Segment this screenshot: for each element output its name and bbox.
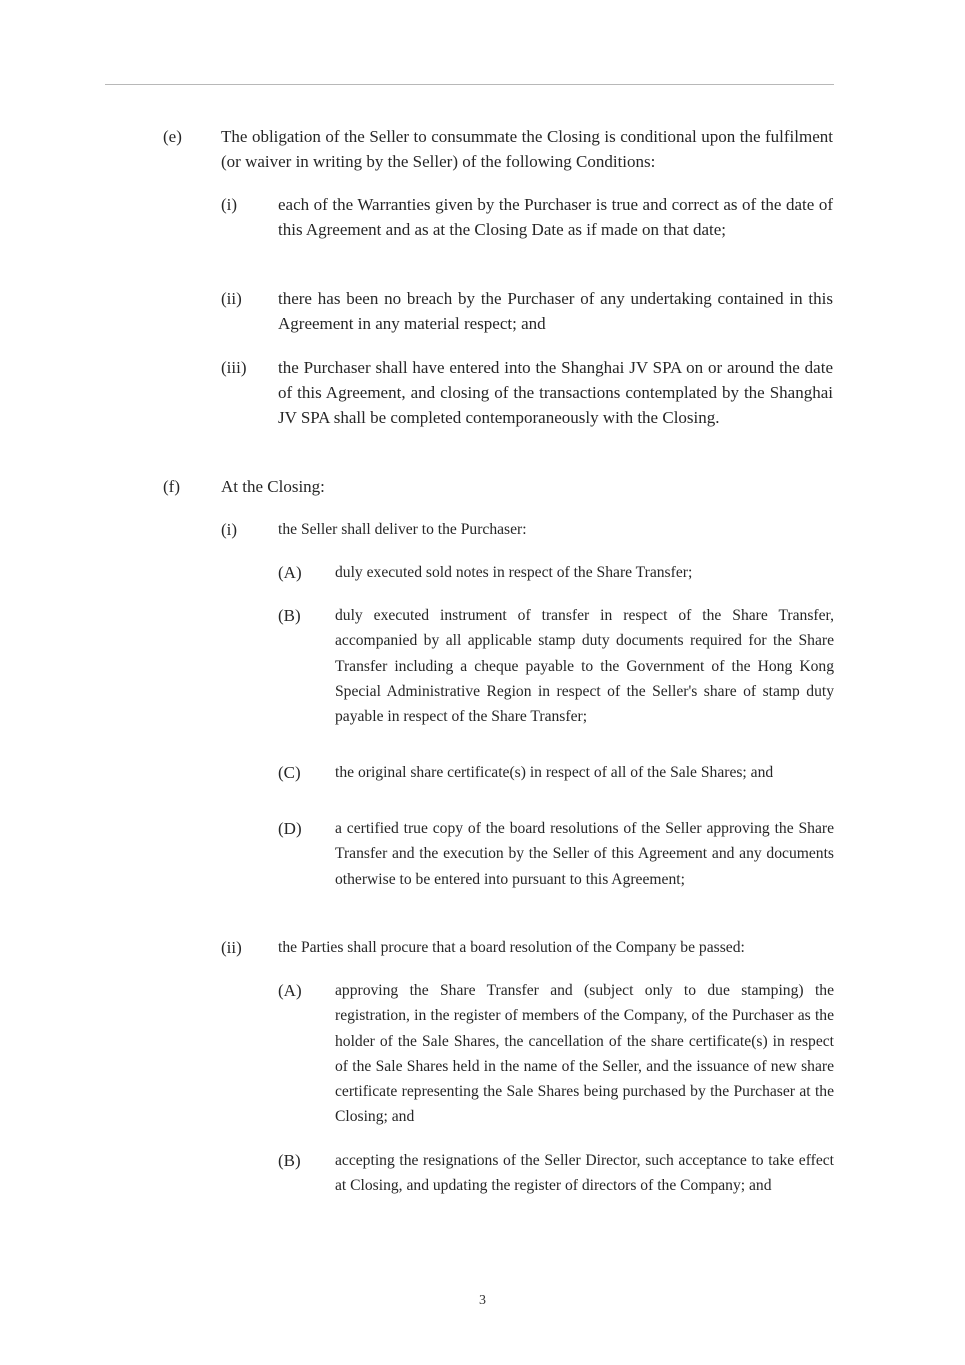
item-label: (ii) — [221, 289, 242, 308]
item-text: there has been no breach by the Purchaser of any undertaking contained in this Agreement in any material respect; and — [278, 289, 833, 333]
item-label: (ii) — [221, 938, 242, 957]
clause-label: (f) — [163, 477, 180, 496]
header-rule — [105, 84, 834, 85]
item-label: (iii) — [221, 358, 247, 377]
subitem-label: (A) — [278, 563, 302, 582]
item-text: the Parties shall procure that a board resolution of the Company be passed: — [278, 939, 745, 956]
subitem-text: duly executed sold notes in respect of the Share Transfer; — [335, 564, 693, 581]
subitem-label: (B) — [278, 1151, 301, 1170]
item-label: (i) — [221, 195, 238, 214]
subitem-label: (B) — [278, 606, 301, 625]
clause-label: (e) — [163, 127, 182, 146]
clause-text: The obligation of the Seller to consummate the Closing is conditional upon the fulfilment (or waiver in writing by the Seller) of the following Conditions: — [221, 127, 833, 171]
subitem-text: duly executed instrument of transfer in respect of the Share Transfer, accompanied by all applicable stamp duty documents required for the Share Transfer including a cheque payable to the Government of the Hong Kong Special Administrative Region in respect of the Seller's share of stamp duty payable in respect of the Share Transfer; — [335, 607, 834, 726]
subitem-label: (A) — [278, 981, 302, 1000]
item-text: the Seller shall deliver to the Purchaser: — [278, 521, 527, 538]
subitem-text: approving the Share Transfer and (subject only to due stamping) the registration, in the register of members of the Company, of the Purchaser as the holder of the Sale Shares, the cancellation of the share certificate(s) in respect of the Sale Shares held in the name of the Seller, and the issuance of new share certificate representing the Sale Shares being purchased by the Purchaser at the Closing; and — [335, 982, 834, 1126]
item-text: the Purchaser shall have entered into the Shanghai JV SPA on or around the date of this Agreement, and closing of the transactions contemplated by the Shanghai JV SPA shall be completed contemporaneously with the Closing. — [278, 358, 833, 427]
subitem-text: accepting the resignations of the Seller Director, such acceptance to take effect at Closing, and updating the register of directors of the Company; and — [335, 1152, 834, 1195]
item-label: (i) — [221, 520, 238, 539]
subitem-label: (D) — [278, 819, 302, 838]
subitem-label: (C) — [278, 763, 301, 782]
clause-text: At the Closing: — [221, 477, 325, 496]
page-number: 3 — [479, 1293, 486, 1308]
item-text: each of the Warranties given by the Purchaser is true and correct as of the date of this Agreement and as at the Closing Date as if made on that date; — [278, 195, 833, 239]
subitem-text: the original share certificate(s) in respect of all of the Sale Shares; and — [335, 764, 774, 781]
subitem-text: a certified true copy of the board resolutions of the Seller approving the Share Transfer and the execution by the Seller of this Agreement and any documents otherwise to be entered into pursuant to this Agreement; — [335, 820, 834, 888]
